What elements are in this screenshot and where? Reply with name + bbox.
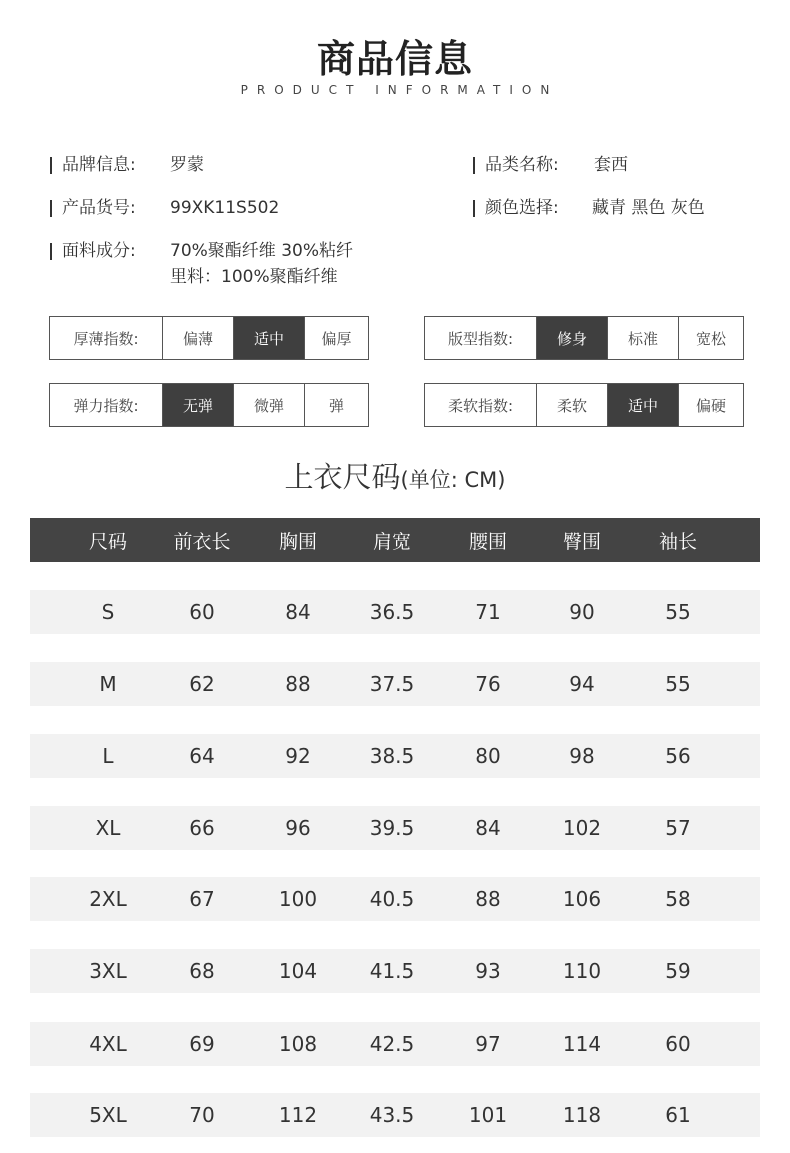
table-cell: 59 [665,959,691,983]
table-row [30,877,760,921]
table-cell: 60 [189,600,215,624]
table-cell: 61 [665,1103,691,1127]
column-header-sleeve: 袖长 [658,530,697,553]
info-value-line2: 里料：100%聚酯纤维 [170,267,338,287]
table-cell: 60 [665,1032,691,1056]
table-cell: 102 [562,816,602,840]
index-option: 柔软 [536,384,607,426]
table-cell: 70 [189,1103,215,1127]
table-cell: 93 [475,959,501,983]
table-cell: 90 [569,600,595,624]
info-item-no [50,196,380,222]
index-option: 标准 [607,317,678,359]
table-row [30,949,760,993]
index-thickness [49,316,369,360]
table-cell: 97 [475,1032,501,1056]
table-cell: 62 [189,672,215,696]
table-cell: 106 [562,887,602,911]
info-label: 品牌信息: [62,155,136,175]
info-marker [50,200,52,217]
table-cell: 64 [189,744,215,768]
table-cell: XL [95,816,121,840]
table-cell: 41.5 [369,959,415,983]
column-header-hip: 臀围 [562,530,601,553]
table-cell: 108 [278,1032,318,1056]
table-cell: 110 [562,959,602,983]
table-cell: 96 [285,816,311,840]
info-value: 99XK11S502 [170,198,280,218]
index-option-selected: 适中 [233,317,304,359]
table-cell: 43.5 [369,1103,415,1127]
table-cell: 56 [665,744,691,768]
column-header-front-length: 前衣长 [173,530,231,553]
index-fit [424,316,744,360]
info-fabric [50,239,410,291]
index-option-selected: 适中 [607,384,678,426]
table-row [30,662,760,706]
index-option: 弹 [304,384,368,426]
table-cell: 39.5 [369,816,415,840]
table-cell: 80 [475,744,501,768]
column-header-chest: 胸围 [278,530,317,553]
info-category [473,153,763,179]
table-cell: 55 [665,600,691,624]
table-cell: M [99,672,117,696]
table-cell: 5XL [89,1103,127,1127]
table-cell: 94 [569,672,595,696]
table-cell: 2XL [89,887,127,911]
table-cell: 100 [278,887,318,911]
page-title: 商品信息 [316,37,473,81]
info-value: 70%聚酯纤维 30%粘纤 [170,241,353,261]
table-cell: 67 [189,887,215,911]
table-cell: 4XL [89,1032,127,1056]
info-marker [50,243,52,260]
table-cell: 38.5 [369,744,415,768]
table-cell: 84 [285,600,311,624]
index-option: 微弹 [233,384,304,426]
index-label: 柔软指数: [447,396,514,415]
index-option: 偏薄 [162,317,233,359]
table-cell: 40.5 [369,887,415,911]
table-cell: 37.5 [369,672,415,696]
index-option: 偏硬 [678,384,743,426]
table-cell: 76 [475,672,501,696]
index-label: 版型指数: [447,329,514,348]
index-label: 厚薄指数: [73,329,139,348]
table-cell: 101 [468,1103,508,1127]
size-table-title-main: 上衣尺码 [284,460,401,494]
column-header-waist: 腰围 [468,530,507,553]
info-value: 套西 [594,155,628,175]
index-label: 弹力指数: [73,396,139,415]
info-brand [50,153,380,179]
table-cell: 71 [475,600,501,624]
table-cell: 114 [562,1032,602,1056]
table-row [30,734,760,778]
table-cell: 66 [189,816,215,840]
table-cell: 84 [475,816,501,840]
table-cell: L [102,744,114,768]
info-label: 品类名称: [485,155,559,175]
info-label: 产品货号: [62,198,136,218]
index-option-selected: 修身 [536,317,607,359]
table-cell: 69 [189,1032,215,1056]
size-table-title [0,455,790,496]
table-cell: 36.5 [369,600,415,624]
info-label: 颜色选择: [485,198,559,218]
info-marker [473,157,475,174]
table-cell: 118 [562,1103,602,1127]
size-table-header [30,518,760,562]
index-softness [424,383,744,427]
index-option: 偏厚 [304,317,368,359]
info-colors [473,196,773,222]
info-value: 罗蒙 [170,155,204,175]
info-label: 面料成分: [62,241,136,261]
column-header-size: 尺码 [88,530,127,553]
table-row [30,1022,760,1066]
table-cell: 68 [189,959,215,983]
info-marker [50,157,52,174]
info-value: 藏青 黑色 灰色 [592,198,705,218]
table-cell: 88 [285,672,311,696]
table-cell: 57 [665,816,691,840]
index-option-selected: 无弹 [162,384,233,426]
table-cell: 55 [665,672,691,696]
table-cell: 3XL [89,959,127,983]
table-row [30,1093,760,1137]
table-cell: 42.5 [369,1032,415,1056]
size-table-title-unit: (单位: CM) [400,468,506,492]
table-cell: 98 [569,744,595,768]
info-marker [473,200,475,217]
table-cell: 112 [278,1103,318,1127]
column-header-shoulder: 肩宽 [372,530,411,553]
table-row [30,590,760,634]
page-subtitle: PRODUCT INFORMATION [240,83,559,97]
table-cell: 88 [475,887,501,911]
table-cell: 104 [278,959,318,983]
table-cell: 92 [285,744,311,768]
table-cell: 58 [665,887,691,911]
table-cell: S [101,600,115,624]
index-option: 宽松 [678,317,743,359]
table-row [30,806,760,850]
index-elasticity [49,383,369,427]
